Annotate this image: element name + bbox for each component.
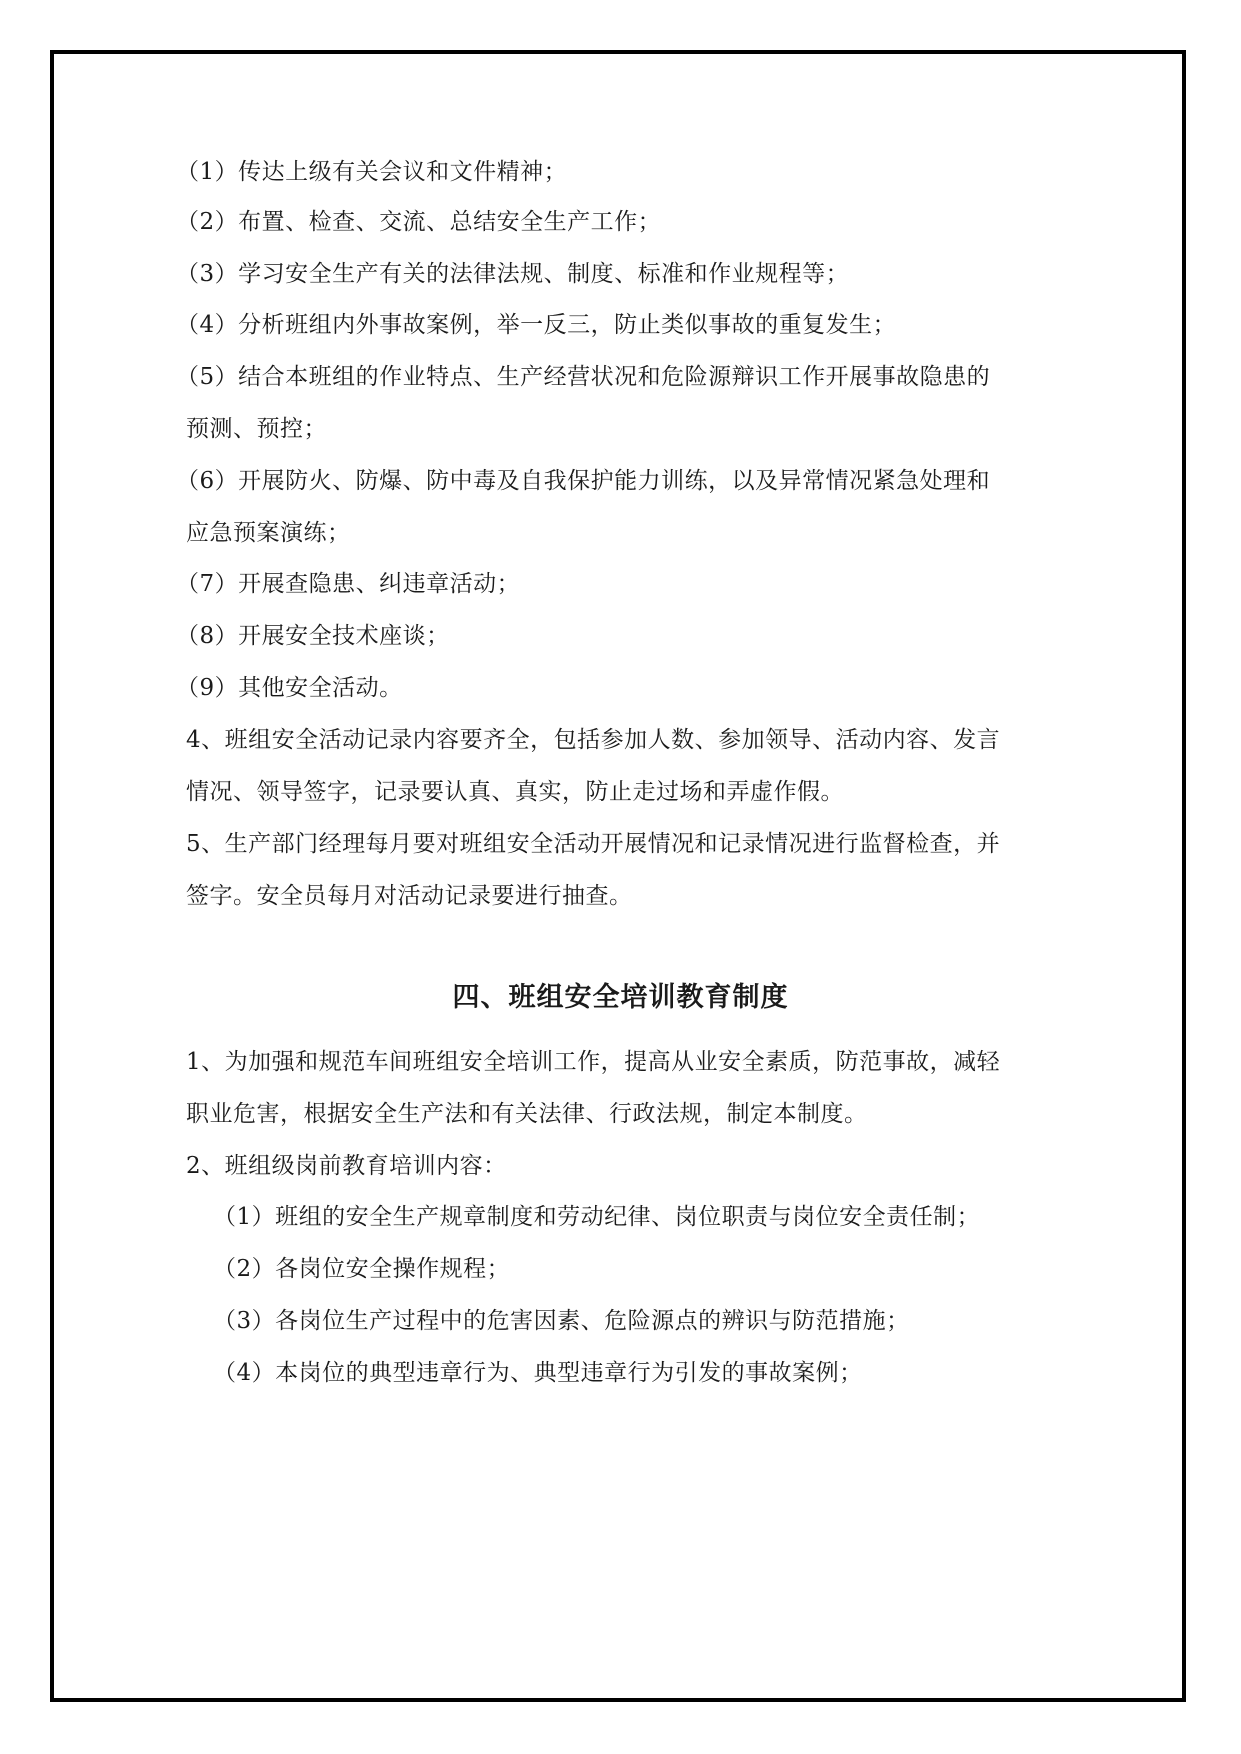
list-item-6-continued: 应急预案演练； — [186, 520, 351, 546]
paragraph-5: 5、生产部门经理每月要对班组安全活动开展情况和记录情况进行监督检查，并 — [186, 831, 1001, 857]
training-item-3: （3）各岗位生产过程中的危害因素、危险源点的辨识与防范措施； — [213, 1308, 910, 1334]
list-item-6: （6）开展防火、防爆、防中毒及自我保护能力训练，以及异常情况紧急处理和 — [176, 468, 991, 494]
list-item-7: （7）开展查隐患、纠违章活动； — [176, 571, 521, 597]
training-item-1: （1）班组的安全生产规章制度和劳动纪律、岗位职责与岗位安全责任制； — [213, 1204, 981, 1230]
page-border — [50, 50, 1186, 1702]
list-item-4: （4）分析班组内外事故案例，举一反三，防止类似事故的重复发生； — [176, 312, 897, 338]
section-heading: 四、班组安全培训教育制度 — [452, 982, 789, 1013]
paragraph-5-continued: 签字。安全员每月对活动记录要进行抽查。 — [186, 883, 633, 909]
list-item-3: （3）学习安全生产有关的法律法规、制度、标准和作业规程等； — [176, 261, 850, 287]
list-item-1: （1）传达上级有关会议和文件精神； — [176, 159, 568, 185]
paragraph-1: 1、为加强和规范车间班组安全培训工作，提高从业安全素质，防范事故，减轻 — [186, 1049, 1001, 1075]
paragraph-4: 4、班组安全活动记录内容要齐全，包括参加人数、参加领导、活动内容、发言 — [186, 727, 1001, 753]
list-item-5-continued: 预测、预控； — [186, 416, 327, 442]
paragraph-2: 2、班组级岗前教育培训内容： — [186, 1153, 507, 1179]
paragraph-4-continued: 情况、领导签字，记录要认真、真实，防止走过场和弄虚作假。 — [186, 779, 844, 805]
list-item-5: （5）结合本班组的作业特点、生产经营状况和危险源辩识工作开展事故隐患的 — [176, 364, 991, 390]
list-item-2: （2）布置、检查、交流、总结安全生产工作； — [176, 209, 662, 235]
list-item-9: （9）其他安全活动。 — [176, 675, 403, 701]
training-item-2: （2）各岗位安全操作规程； — [213, 1256, 511, 1282]
list-item-8: （8）开展安全技术座谈； — [176, 623, 450, 649]
training-item-4: （4）本岗位的典型违章行为、典型违章行为引发的事故案例； — [213, 1360, 863, 1386]
paragraph-1-continued: 职业危害，根据安全生产法和有关法律、行政法规，制定本制度。 — [186, 1101, 868, 1127]
